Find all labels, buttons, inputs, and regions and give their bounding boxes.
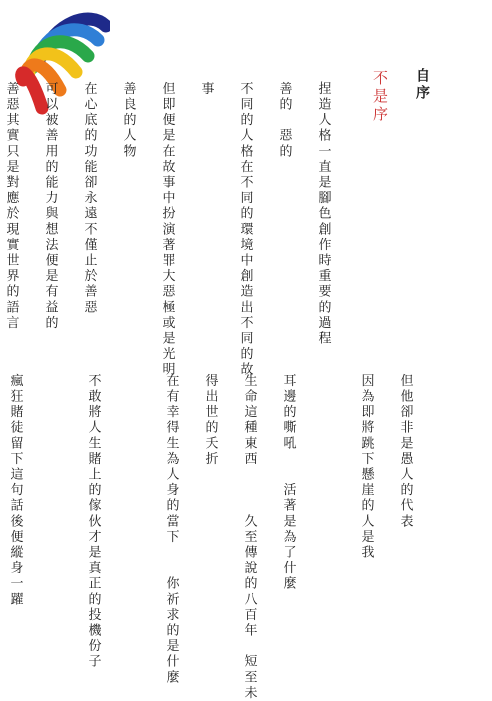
line-lower-1: 但他卻非是愚人的代表 <box>397 373 413 530</box>
line-upper-9: 善惡其實只是對應於現實世界的語言 <box>3 81 19 332</box>
line-lower-4: 耳邊的嘶吼 活著是為了什麼 <box>280 373 296 592</box>
line-upper-4: 事 <box>198 81 214 98</box>
line-lower-11: 瘋狂賭徒留下這句話後便縱身一躍 <box>7 373 23 608</box>
preface-body-lower <box>0 360 434 701</box>
line-upper-5: 但即便是在故事中扮演著罪大惡極或是光明 <box>159 81 175 378</box>
line-upper-1: 捏造人格一直是腳色創作時重要的過程 <box>315 81 331 347</box>
line-lower-2: 因為即將跳下懸崖的人是我 <box>358 373 374 561</box>
line-lower-6: 得出世的夭折 <box>202 373 218 468</box>
subheading: 不是序 <box>371 70 389 124</box>
line-upper-3: 不同的人格在不同的環境中創造出不同的故 <box>237 81 253 378</box>
line-upper-2: 善的 惡的 <box>276 81 292 160</box>
line-lower-9: 不敢將人生賭上的傢伙才是真正的投機份子 <box>85 373 101 670</box>
line-upper-8: 可以被善用的能力與想法便是有益的 <box>42 81 58 332</box>
line-upper-6: 善良的人物 <box>120 81 136 160</box>
heading: 自序 <box>414 68 430 102</box>
line-lower-5: 生命這種東西 久至傳說的八百年 短至未 <box>241 373 257 701</box>
line-lower-7: 在有幸得生為人身的當下 你祈求的是什麼 <box>163 373 179 686</box>
preface-body-upper <box>0 68 352 378</box>
line-upper-7: 在心底的功能卻永遠不僅止於善惡 <box>81 81 97 316</box>
